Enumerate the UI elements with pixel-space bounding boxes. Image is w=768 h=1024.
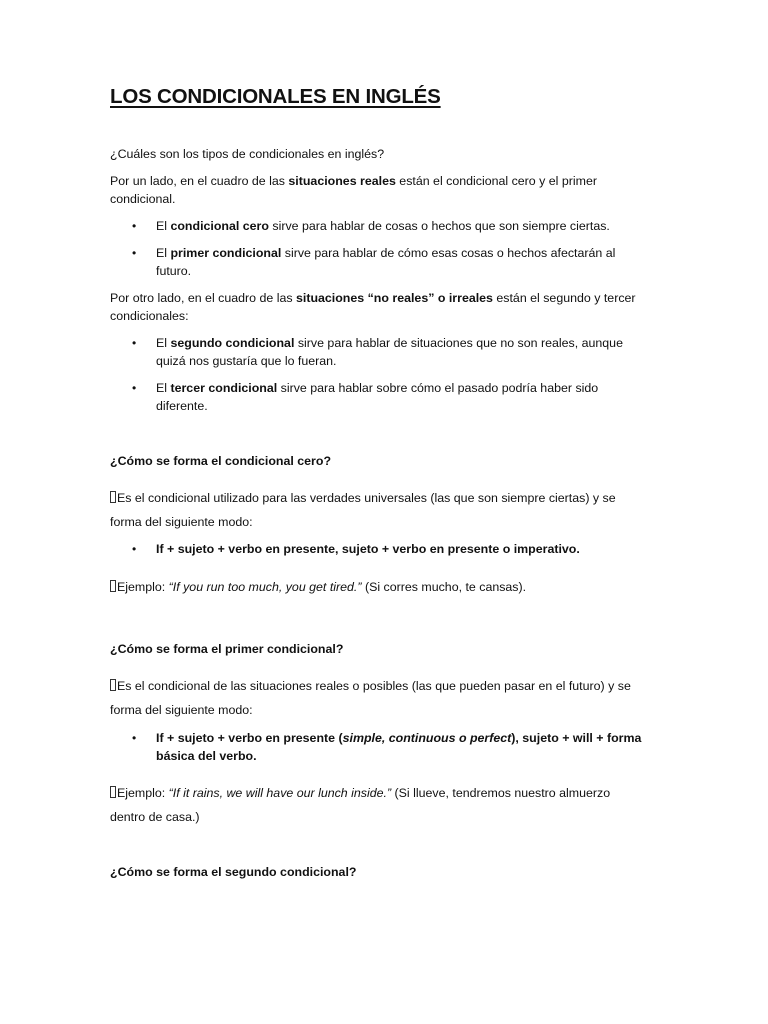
intro-unreal-paragraph: Por otro lado, en el cuadro de las situaciones “no reales” o irreales están el segundo y tercer condicionales: xyxy=(110,291,636,323)
list-item-text: El primer condicional sirve para hablar de cómo esas cosas o hechos afectarán al futuro. xyxy=(156,246,616,278)
bullet-icon: • xyxy=(132,731,137,745)
section-heading-second: ¿Cómo se forma el segundo condicional? xyxy=(110,865,357,879)
zero-example: Ejemplo: “If you run too much, you get tired.” (Si corres mucho, te cansas). xyxy=(110,578,640,596)
intro-question: ¿Cuáles son los tipos de condicionales en inglés? xyxy=(110,147,385,161)
unreal-situations-term: situaciones “no reales” o irreales xyxy=(295,291,493,305)
missing-glyph-icon xyxy=(110,786,116,798)
first-description: Es el condicional de las situaciones reales o posibles (las que pueden pasar en el futuro) y se forma del siguiente modo: xyxy=(110,679,631,717)
list-item-text: El condicional cero sirve para hablar de cosas o hechos que son siempre ciertas. xyxy=(156,219,610,233)
list-item-text: El segundo condicional sirve para hablar de situaciones que no son reales, aunque quizá nos gustaría que lo fueran. xyxy=(156,336,623,368)
missing-glyph-icon xyxy=(110,679,116,691)
first-example: Ejemplo: “If it rains, we will have our lunch inside.” (Si llueve, tendremos nuestro almuerzo dentro de casa.) xyxy=(110,786,611,824)
section-heading-zero: ¿Cómo se forma el condicional cero? xyxy=(110,454,332,468)
zero-description: Es el condicional utilizado para las verdades universales (las que son siempre ciertas) y se forma del siguiente modo: xyxy=(110,491,616,529)
bullet-icon: • xyxy=(132,542,137,556)
list-item-text: El tercer condicional sirve para hablar sobre cómo el pasado podría haber sido diferente. xyxy=(156,381,599,413)
bullet-icon: • xyxy=(132,381,137,395)
section-heading-first: ¿Cómo se forma el primer condicional? xyxy=(110,642,344,656)
intro-real-paragraph: Por un lado, en el cuadro de las situaciones reales están el condicional cero y el primer condicional. xyxy=(110,174,597,206)
missing-glyph-icon xyxy=(110,491,116,503)
page-title: LOS CONDICIONALES EN INGLÉS xyxy=(110,85,441,108)
missing-glyph-icon xyxy=(110,580,116,592)
real-situations-term: situaciones reales xyxy=(288,174,396,188)
zero-formula: If + sujeto + verbo en presente, sujeto + verbo en presente o imperativo. xyxy=(156,542,580,556)
bullet-icon: • xyxy=(132,219,137,233)
bullet-icon: • xyxy=(132,336,137,350)
first-formula: If + sujeto + verbo en presente (simple, continuous o perfect), sujeto + will + forma básica del verbo. xyxy=(156,731,642,763)
bullet-icon: • xyxy=(132,246,137,260)
